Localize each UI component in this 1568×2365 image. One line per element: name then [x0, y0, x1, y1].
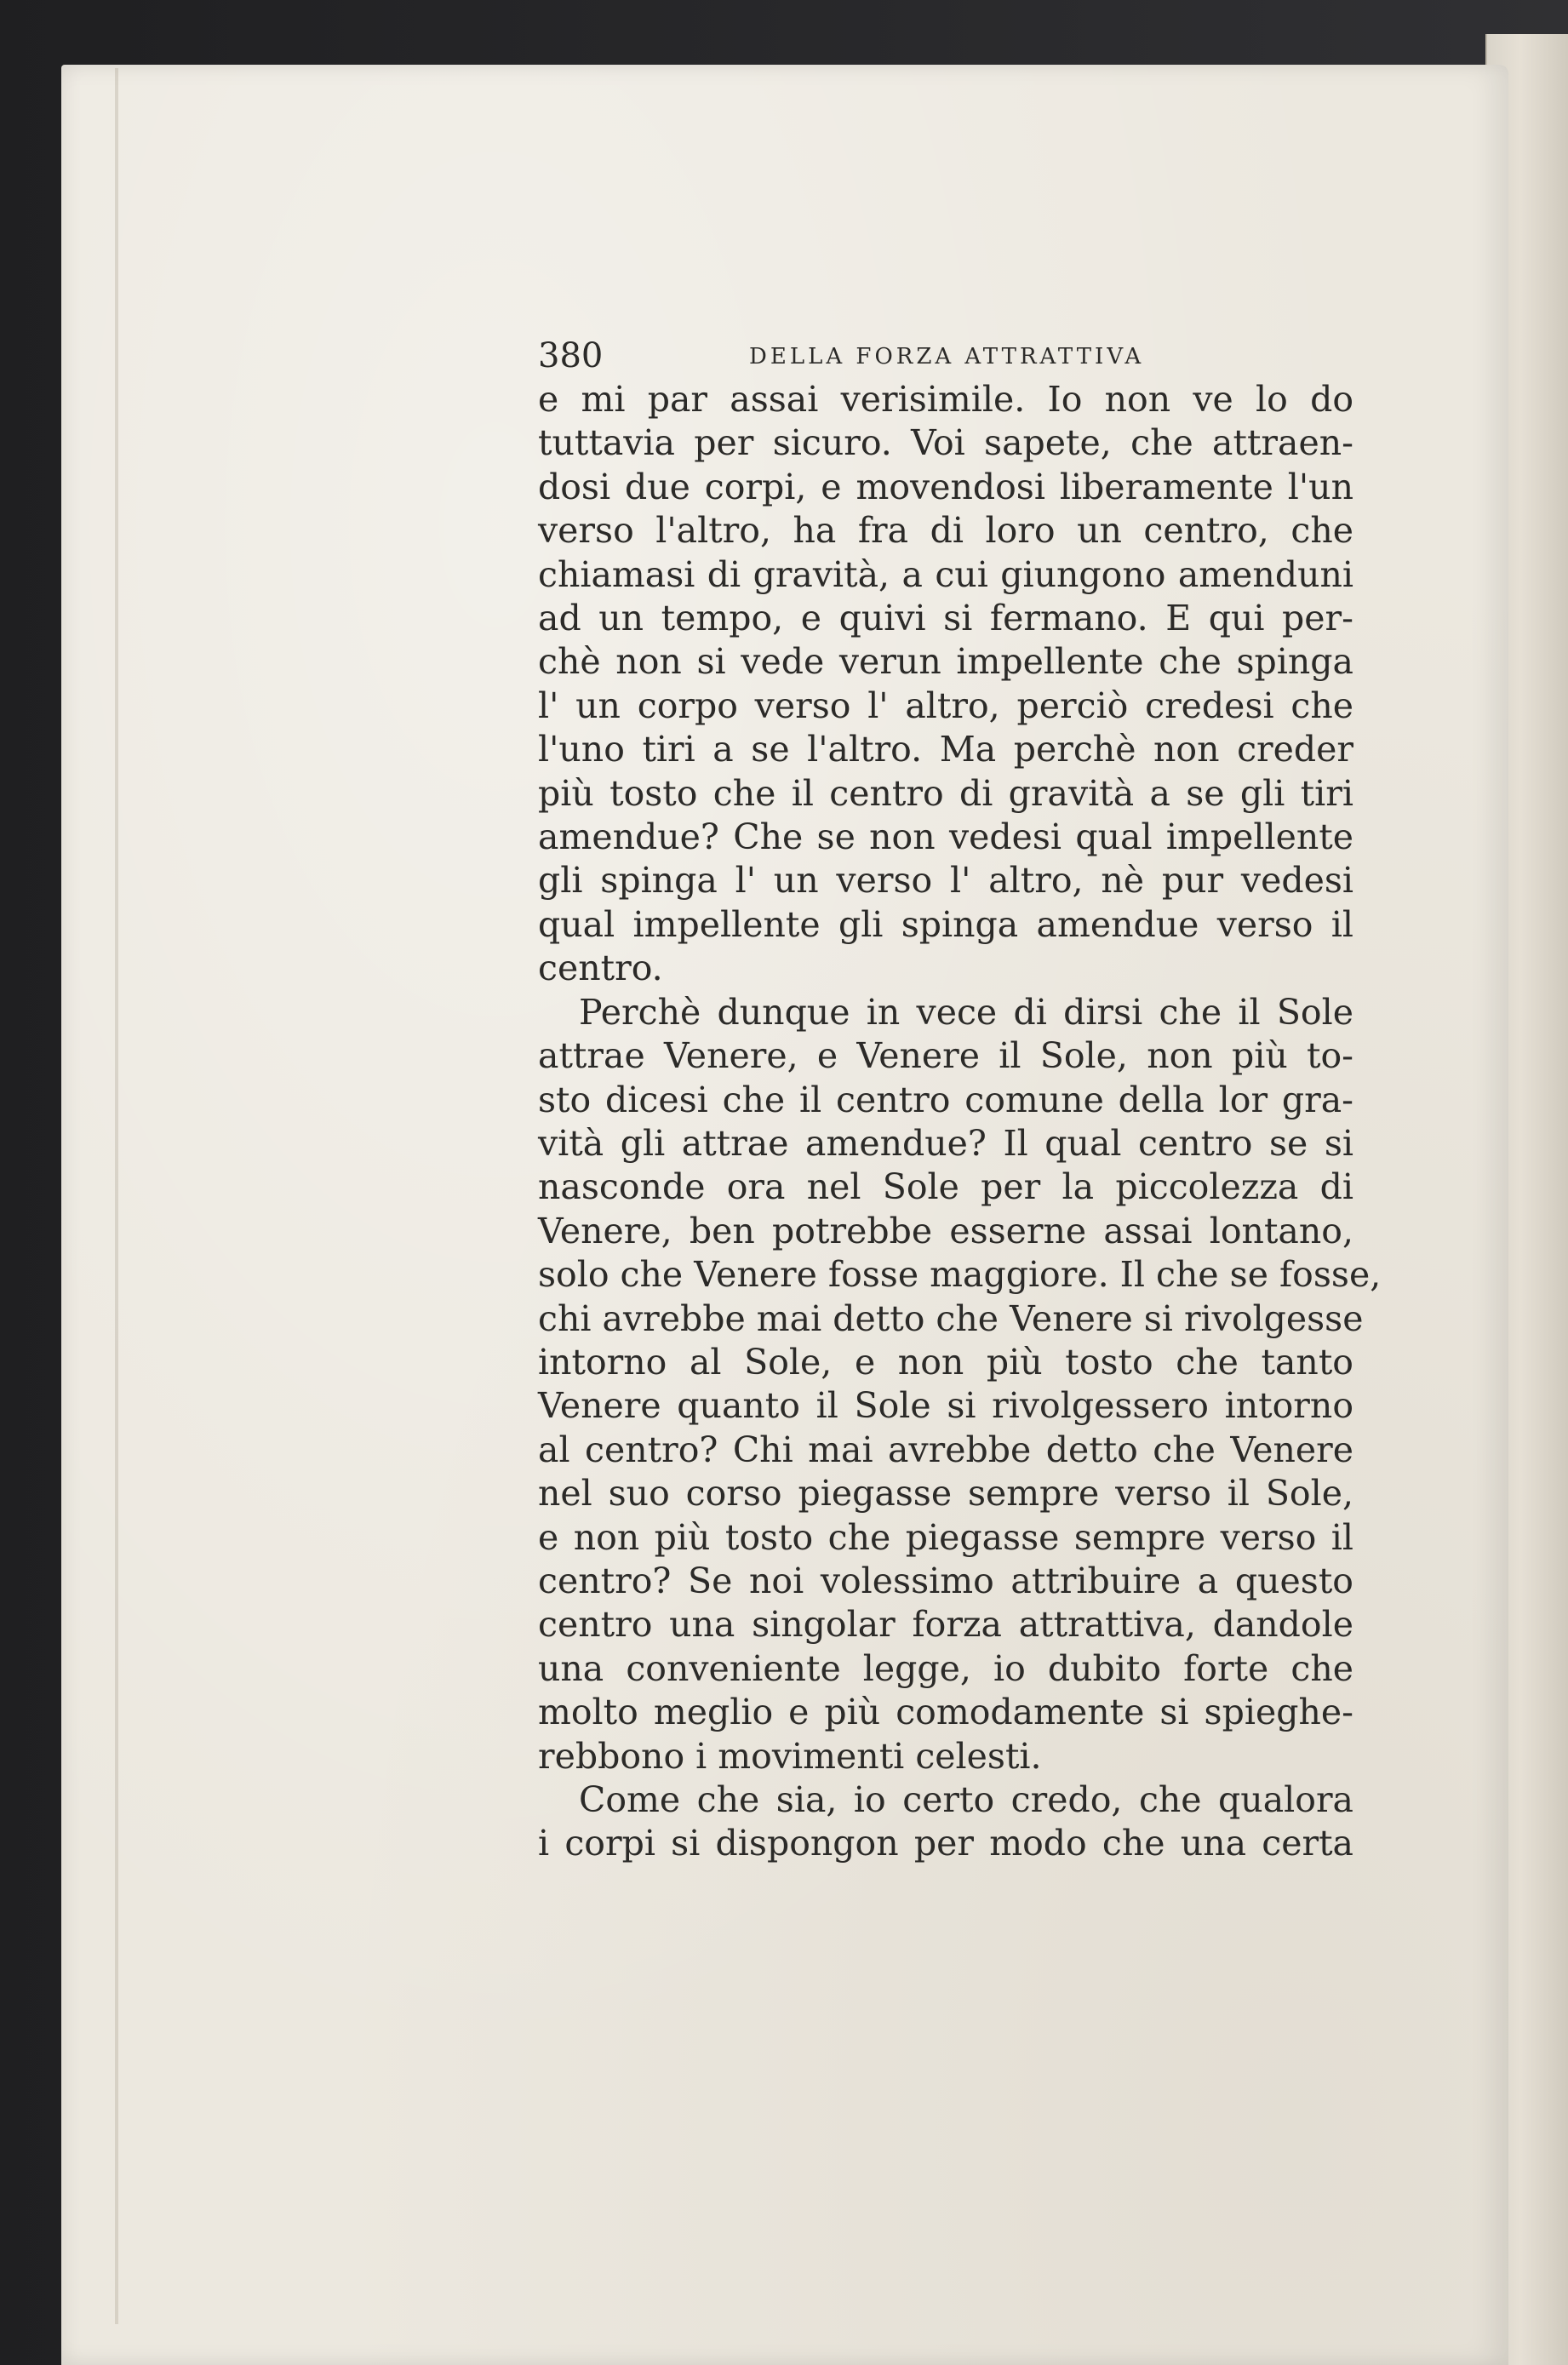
text-line: chiamasi di gravità, a cui giungono amenduni	[538, 553, 1353, 595]
text-line: nasconde ora nel Sole per la piccolezza di	[538, 1166, 1353, 1208]
text-line: tuttavia per sicuro. Voi sapete, che attraen-	[538, 422, 1353, 464]
text-line: una conveniente legge, io dubito forte che	[538, 1647, 1353, 1689]
text-line: i corpi si dispongon per modo che una certa	[538, 1823, 1353, 1864]
text-line: gli spinga l' un verso l' altro, nè pur vedesi	[538, 860, 1353, 902]
text-line: più tosto che il centro di gravità a se gli tiri	[538, 772, 1353, 814]
text-line: chè non si vede verun impellente che spinga	[538, 641, 1353, 683]
text-line: Come che sia, io certo credo, che qualora	[579, 1779, 1353, 1820]
paragraph	[538, 991, 1382, 1778]
text-line: attrae Venere, e Venere il Sole, non più to-	[538, 1035, 1353, 1077]
text-line: dosi due corpi, e movendosi liberamente l'un	[538, 466, 1353, 507]
text-line: centro? Se noi volessimo attribuire a questo	[538, 1560, 1353, 1601]
text-line: rebbono i movimenti celesti.	[538, 1735, 1042, 1777]
text-line: sto dicesi che il centro comune della lor gra-	[538, 1079, 1353, 1120]
text-line: molto meglio e più comodamente si spieghe-	[538, 1692, 1353, 1733]
text-line: centro.	[538, 948, 663, 989]
text-line: vità gli attrae amendue? Il qual centro se si	[538, 1122, 1353, 1164]
text-line: l' un corpo verso l' altro, perciò credesi che	[538, 684, 1353, 726]
running-head	[538, 337, 1353, 375]
paragraph	[538, 1778, 1353, 1866]
text-line: Venere quanto il Sole si rivolgessero intorno	[538, 1385, 1353, 1427]
body-text	[538, 378, 1382, 1866]
text-line: centro una singolar forza attrattiva, dandole	[538, 1604, 1353, 1646]
text-line: Perchè dunque in vece di dirsi che il Sole	[579, 991, 1353, 1033]
text-line: amendue? Che se non vedesi qual impellente	[538, 816, 1353, 858]
paragraph	[538, 378, 1353, 991]
text-line: l'uno tiri a se l'altro. Ma perchè non creder	[538, 729, 1353, 770]
text-line: verso l'altro, ha fra di loro un centro, che	[538, 510, 1353, 552]
text-line: intorno al Sole, e non più tosto che tanto	[538, 1341, 1353, 1383]
text-line: nel suo corso piegasse sempre verso il Sole,	[538, 1473, 1353, 1515]
text-line: solo che Venere fosse maggiore. Il che se fosse,	[538, 1254, 1382, 1296]
text-line: qual impellente gli spinga amendue verso il	[538, 903, 1353, 945]
running-head-title: DELLA FORZA ATTRATTIVA	[749, 344, 1145, 369]
text-line: al centro? Chi mai avrebbe detto che Venere	[538, 1429, 1353, 1470]
text-line: ad un tempo, e quivi si fermano. E qui per-	[538, 598, 1353, 639]
text-line: e non più tosto che piegasse sempre verso il	[538, 1516, 1353, 1558]
page-text-block	[538, 336, 1382, 1866]
text-line: Venere, ben potrebbe esserne assai lontano,	[538, 1210, 1353, 1251]
text-line: e mi par assai verisimile. Io non ve lo do	[538, 379, 1353, 420]
text-line: chi avrebbe mai detto che Venere si rivolgesse	[538, 1297, 1364, 1339]
page-number: 380	[538, 336, 604, 375]
page-fold-line	[115, 68, 118, 2324]
